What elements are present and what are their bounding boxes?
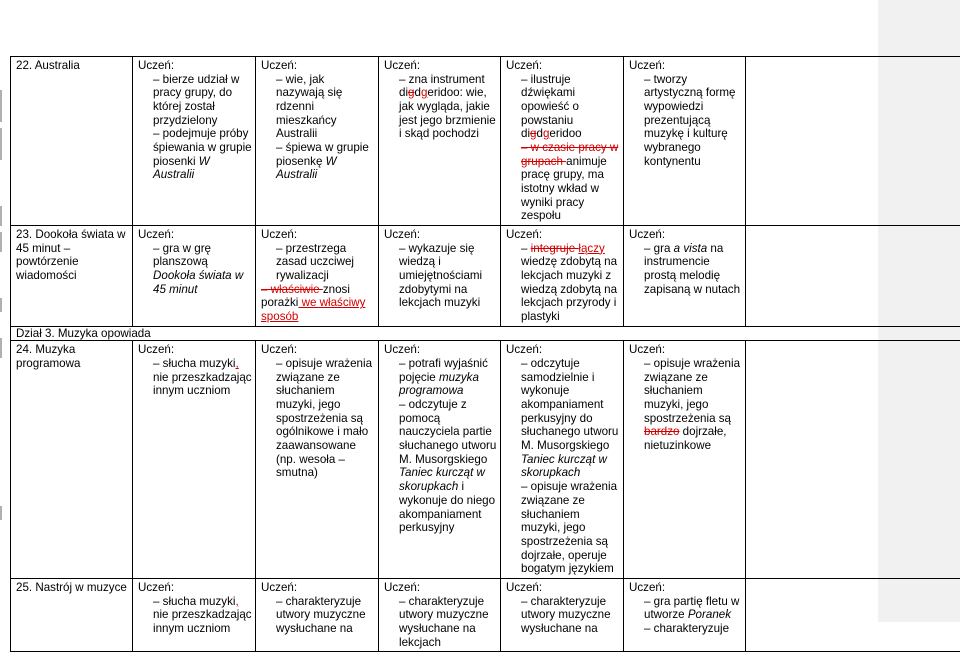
section-row [11,326,960,341]
requirement-text: – wykazuje się wiedzą i umiejętnościami zdobytymi na lekcjach muzyki [384,242,497,310]
inserted-text: g [421,86,427,99]
grade-cell [624,226,746,327]
revision-bar [0,338,2,358]
grade-cell [133,57,256,226]
topic-cell [11,57,133,226]
deleted-text: – właściwie [261,283,323,296]
section-cell [11,326,960,341]
grade-cell [133,226,256,327]
revision-bar [0,206,2,226]
requirement-part: nie przeszkadzając innym uczniom [153,371,252,398]
grade-cell [133,341,256,578]
deleted-text: bardzo [644,425,679,438]
requirement-part: – gra partię fletu w utworze [644,595,739,622]
inserted-text: , [235,595,238,608]
piece-title: Taniec kurcząt w skorupkach [521,453,607,480]
revision-bar [0,298,2,312]
topic-label: 22. Australia [16,59,80,72]
comment-cell [746,57,960,226]
grade-cell [256,57,379,226]
term-italic: a vista [674,242,708,255]
student-label: Uczeń: [261,343,375,357]
grade-cell [501,341,624,578]
table-row [11,341,960,578]
requirement-text [506,141,620,223]
requirement-part: d [536,127,542,140]
grade-cell [256,578,379,651]
student-label: Uczeń: [384,343,497,357]
grade-cell [256,226,379,327]
student-label: Uczeń: [629,343,742,357]
student-label: Uczeń: [506,228,620,242]
grade-cell [133,578,256,651]
student-label: Uczeń: [261,581,375,595]
deleted-text: g [408,86,414,99]
requirement-text: – wie, jak nazywają się rdzenni mieszkańcy Australii [261,73,375,141]
topic-label: 23. Dookoła świata w 45 minut – powtórzenie wiadomości [16,228,126,282]
inserted-text: , [235,357,238,370]
grade-cell [256,341,379,578]
student-label: Uczeń: [138,343,252,357]
topic-label: 24. Muzyka programowa [16,343,80,370]
requirement-part: , jak wygląda, jakie jest jego brzmienie i skąd pochodzi [399,86,496,140]
requirement-text [629,357,742,453]
requirement-part: eridoo [549,127,581,140]
student-label: Uczeń: [384,581,497,595]
student-label: Uczeń: [629,581,742,595]
section-heading: Dział 3. Muzyka opowiada [16,327,151,340]
requirement-text [261,141,375,182]
requirement-part: – podejmuje próby śpiewania w grupie piosenki [153,127,252,167]
table-row [11,578,960,651]
requirement-text: – charakteryzuje utwory muzyczne wysłuchane na [506,595,620,636]
deleted-text: – w czasie pracy w grupach [521,141,618,168]
requirement-part: – gra [644,242,674,255]
requirement-part: eridoo: wie [427,86,483,99]
grade-cell [501,578,624,651]
requirement-text [384,357,497,398]
requirement-text [138,595,252,636]
grade-cell [379,226,501,327]
requirement-part: nie przeszkadzając innym uczniom [153,608,252,635]
requirement-part: na instrumencie prostą melodię zapisaną w nutach [644,242,740,296]
curriculum-table [10,56,960,652]
grade-cell [379,57,501,226]
revision-bar [0,128,2,160]
deleted-text: integruje [531,242,579,255]
requirement-part: animuje pracę grupy, ma istotny wkład w wyniki pracy zespołu [521,155,607,223]
requirement-part: – zna instrument di [399,73,485,100]
student-label: Uczeń: [384,228,497,242]
requirement-part: – słucha muzyki [153,595,235,608]
student-label: Uczeń: [384,59,497,73]
requirement-part: dojrzałe, nietuzinkowe [644,425,727,452]
requirement-text: – charakteryzuje utwory muzyczne wysłuchane na [261,595,375,636]
inserted-text: łączy [578,242,604,255]
requirement-part: – potrafi wyjaśnić pojęcie [399,357,488,384]
topic-cell [11,578,133,651]
student-label: Uczeń: [506,343,620,357]
requirement-part: – [521,242,531,255]
topic-cell [11,341,133,578]
grade-cell [624,57,746,226]
song-title: W Australii [153,155,210,182]
inserted-text: g [543,127,549,140]
requirement-text: – bierze udział w pracy grupy, do której został przydzielony [138,73,252,128]
requirement-text [138,357,252,398]
requirement-part: – ilustruje dźwiękami opowieść o powstaniu di [521,73,579,141]
game-title: Dookoła świata w 45 minut [153,269,243,296]
requirement-part: wiedzę zdobytą na lekcjach muzyki z wiedzą zdobytą na lekcjach przyrody i plastyki [521,255,617,323]
grade-cell [379,578,501,651]
revision-bar [0,506,2,520]
requirement-part: – słucha muzyki [153,357,235,370]
requirement-text: – przestrzega zasad uczciwej rywalizacji [261,242,375,283]
requirement-text [506,73,620,141]
requirement-text [506,242,620,324]
inserted-text: we właściwy sposób [261,296,365,323]
requirement-text: – charakteryzuje utwory muzyczne wysłuchane na lekcjach [384,595,497,650]
grade-cell [624,578,746,651]
comment-cell [746,226,960,327]
student-label: Uczeń: [261,228,375,242]
requirement-text [629,242,742,297]
requirement-text [138,127,252,182]
term-italic: muzyka programowa [399,371,479,398]
grade-cell [379,341,501,578]
grade-cell [501,57,624,226]
student-label: Uczeń: [138,581,252,595]
table-row [11,226,960,327]
student-label: Uczeń: [629,228,742,242]
requirement-text [629,595,742,622]
requirement-text: – opisuje wrażenia związane ze słuchaniem muzyki, jego spostrzeżenia są ogólnikowe i mało zaawansowane (np. wesoła – smutna) [261,357,375,480]
deleted-text: g [530,127,536,140]
revision-bar [0,232,2,252]
piece-title: Taniec kurcząt w skorupkach [399,466,485,493]
table-row [11,57,960,226]
requirement-text [384,73,497,141]
song-title: W Australii [276,155,337,182]
topic-cell [11,226,133,327]
requirement-part: – śpiewa w grupie piosenkę [276,141,369,168]
revision-bar [0,90,2,122]
requirement-part: i wykonuje do niego akompaniament perkusyjny [399,480,495,534]
requirement-part: – odczytuje z pomocą nauczyciela partie słuchanego utworu M. Musorgskiego [399,398,496,466]
requirement-text [384,398,497,535]
requirement-text [261,283,375,324]
requirement-part: – odczytuje samodzielnie i wykonuje akompaniament perkusyjny do słuchanego utworu M. Musorgskiego [521,357,618,452]
student-label: Uczeń: [506,59,620,73]
requirement-part: d [414,86,420,99]
student-label: Uczeń: [261,59,375,73]
requirement-text: – tworzy artystyczną formę wypowiedzi prezentującą muzykę i kulturę wybranego kontynentu [629,73,742,169]
requirement-part: znosi porażki [261,283,350,310]
comment-cell [746,578,960,651]
student-label: Uczeń: [138,228,252,242]
requirement-text [506,357,620,480]
student-label: Uczeń: [138,59,252,73]
piece-title: Poranek [688,608,731,621]
topic-label: 25. Nastrój w muzyce [16,581,127,594]
requirement-text [138,242,252,297]
requirement-part: – opisuje wrażenia związane ze słuchaniem muzyki, jego spostrzeżenia są [644,357,740,425]
grade-cell [501,226,624,327]
requirement-part: – gra w grę planszową [153,242,211,269]
student-label: Uczeń: [629,59,742,73]
requirement-text: – charakteryzuje [629,622,742,636]
student-label: Uczeń: [506,581,620,595]
comment-cell [746,341,960,578]
requirement-text: – opisuje wrażenia związane ze słuchaniem muzyki, jego spostrzeżenia są dojrzałe, operuje bogatym językiem [506,480,620,576]
grade-cell [624,341,746,578]
